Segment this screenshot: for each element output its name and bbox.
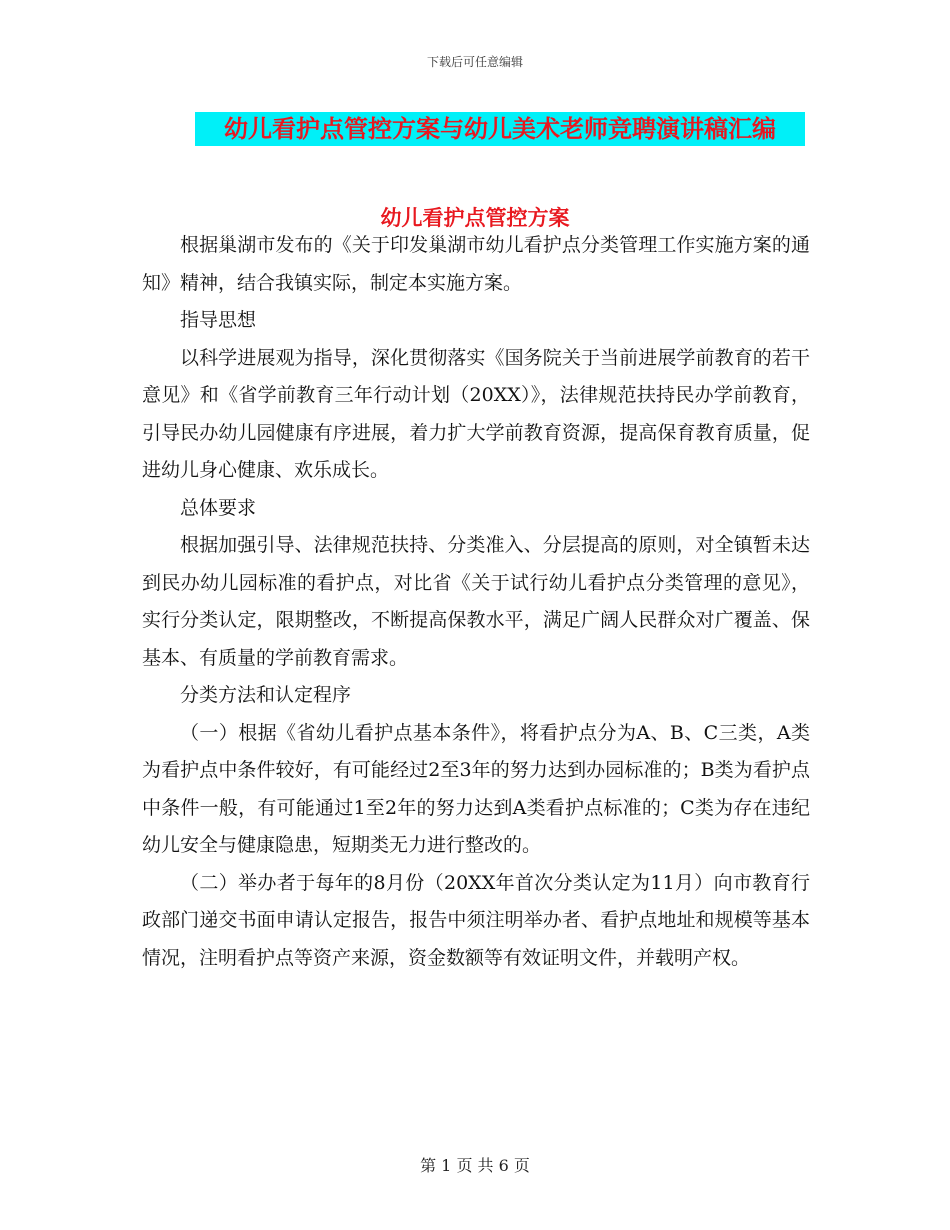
page-header-note: 下载后可任意编辑 [426, 55, 523, 69]
heading-guiding-ideology: 指导思想 [180, 309, 257, 331]
paragraph-guiding-ideology: 以科学进展观为指导，深化贯彻落实《国务院关于当前进展学前教育的若干意见》和《省学前教育三年行动计划（20XX）》，法律规范扶持民办学前教育，引导民办幼儿园健康有序进展，着力扩大学前教育资源，提高保育教育质量，促进幼儿身心健康、欢乐成长。 [142, 346, 810, 481]
document-body [142, 227, 810, 977]
paragraph-intro: 根据巢湖市发布的《关于印发巢湖市幼儿看护点分类管理工作实施方案的通知》精神，结合我镇实际，制定本实施方案。 [142, 234, 810, 294]
heading-classification-method: 分类方法和认定程序 [180, 684, 352, 706]
paragraph-overall-requirements: 根据加强引导、法律规范扶持、分类准入、分层提高的原则，对全镇暂未达到民办幼儿园标准的看护点，对比省《关于试行幼儿看护点分类管理的意见》，实行分类认定，限期整改，不断提高保教水平，满足广阔人民群众对广覆盖、保基本、有质量的学前教育需求。 [142, 534, 810, 669]
document-title: 幼儿看护点管控方案与幼儿美术老师竞聘演讲稿汇编 [224, 114, 776, 143]
heading-overall-requirements: 总体要求 [180, 496, 257, 519]
page-number: 第 1 页 共 6 页 [420, 1156, 530, 1175]
paragraph-classification-1: （一）根据《省幼儿看护点基本条件》，将看护点分为A、B、C三类，A类为看护点中条件较好，有可能经过2至3年的努力达到办园标准的；B类为看护点中条件一般，有可能通过1至2年的努力达到A类看护点标准的；C类为存在违纪幼儿安全与健康隐患，短期类无力进行整改的。 [142, 721, 810, 856]
section-title: 幼儿看护点管控方案 [380, 205, 570, 230]
paragraph-classification-2: （二）举办者于每年的8月份（20XX年首次分类认定为11月）向市教育行政部门递交书面申请认定报告，报告中须注明举办者、看护点地址和规模等基本情况，注明看护点等资产来源，资金数额等有效证明文件，并载明产权。 [142, 871, 810, 969]
